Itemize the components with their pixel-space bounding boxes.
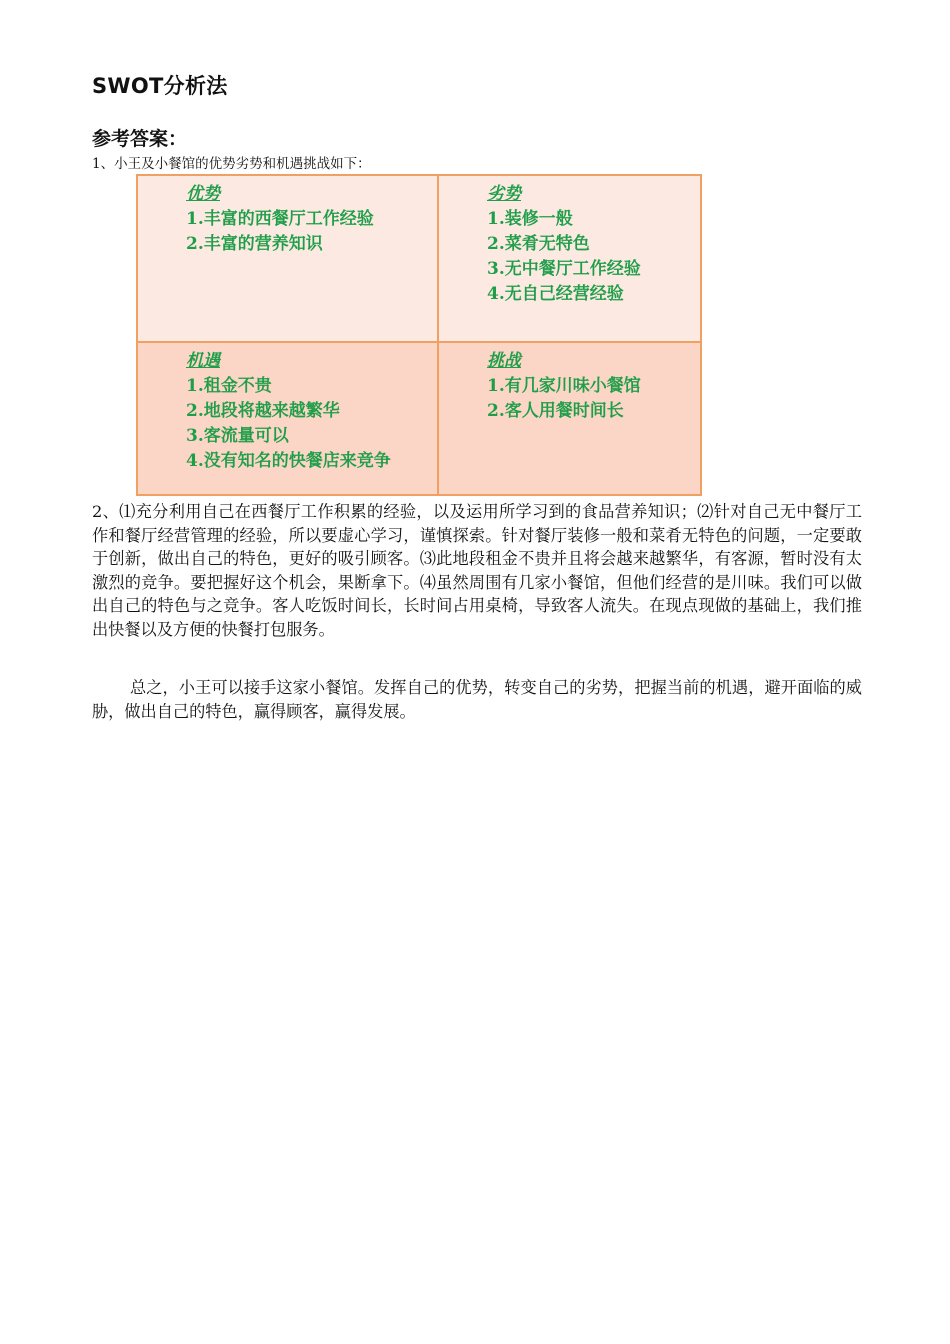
- item1-intro: 1、小王及小餐馆的优势劣势和机遇挑战如下：: [92, 156, 371, 172]
- weakness-item: 4.无自己经营经验: [487, 284, 624, 304]
- strength-item: 1.丰富的西餐厅工作经验: [186, 209, 374, 229]
- swot-table: [136, 174, 702, 496]
- page-title: SWOT分析法: [92, 74, 228, 98]
- threat-item: 2.客人用餐时间长: [487, 401, 624, 421]
- weaknesses-list: [487, 207, 700, 307]
- weakness-item: 2.菜肴无特色: [487, 234, 590, 254]
- swot-weaknesses-cell: [439, 176, 700, 343]
- strengths-heading: 优势: [186, 184, 220, 204]
- threats-heading: 挑战: [487, 351, 521, 371]
- threats-list: [487, 374, 700, 424]
- summary-paragraph: 总之，小王可以接手这家小餐馆。发挥自己的优势，转变自己的劣势，把握当前的机遇，避开面临的威胁，做出自己的特色，赢得顾客，赢得发展。: [92, 678, 862, 721]
- opportunity-item: 2.地段将越来越繁华: [186, 401, 340, 421]
- swot-opportunities-cell: [138, 343, 439, 494]
- opportunities-heading: 机遇: [186, 351, 220, 371]
- item2-paragraph: 2、⑴充分利用自己在西餐厅工作积累的经验，以及运用所学习到的食品营养知识；⑵针对自己无中餐厅工作和餐厅经营管理的经验，所以要虚心学习，谨慎探索。针对餐厅装修一般和菜肴无特色的问题，一定要敢于创新，做出自己的特色，更好的吸引顾客。⑶此地段租金不贵并且将会越来越繁华，有客源，暂时没有太激烈的竞争。要把握好这个机会，果断拿下。⑷虽然周围有几家小餐馆，但他们经营的是川味。我们可以做出自己的特色与之竞争。客人吃饭时间长，长时间占用桌椅，导致客人流失。在现点现做的基础上，我们推出快餐以及方便的快餐打包服务。: [92, 502, 862, 639]
- swot-strengths-cell: [138, 176, 439, 343]
- opportunity-item: 3.客流量可以: [186, 426, 289, 446]
- weaknesses-heading: 劣势: [487, 184, 521, 204]
- strengths-list: [186, 207, 437, 257]
- swot-threats-cell: [439, 343, 700, 494]
- opportunities-list: [186, 374, 437, 474]
- strength-item: 2.丰富的营养知识: [186, 234, 323, 254]
- reference-heading: 参考答案：: [92, 128, 188, 150]
- threat-item: 1.有几家川味小餐馆: [487, 376, 641, 396]
- opportunity-item: 4.没有知名的快餐店来竞争: [186, 451, 391, 471]
- weakness-item: 1.装修一般: [487, 209, 573, 229]
- opportunity-item: 1.租金不贵: [186, 376, 272, 396]
- weakness-item: 3.无中餐厅工作经验: [487, 259, 641, 279]
